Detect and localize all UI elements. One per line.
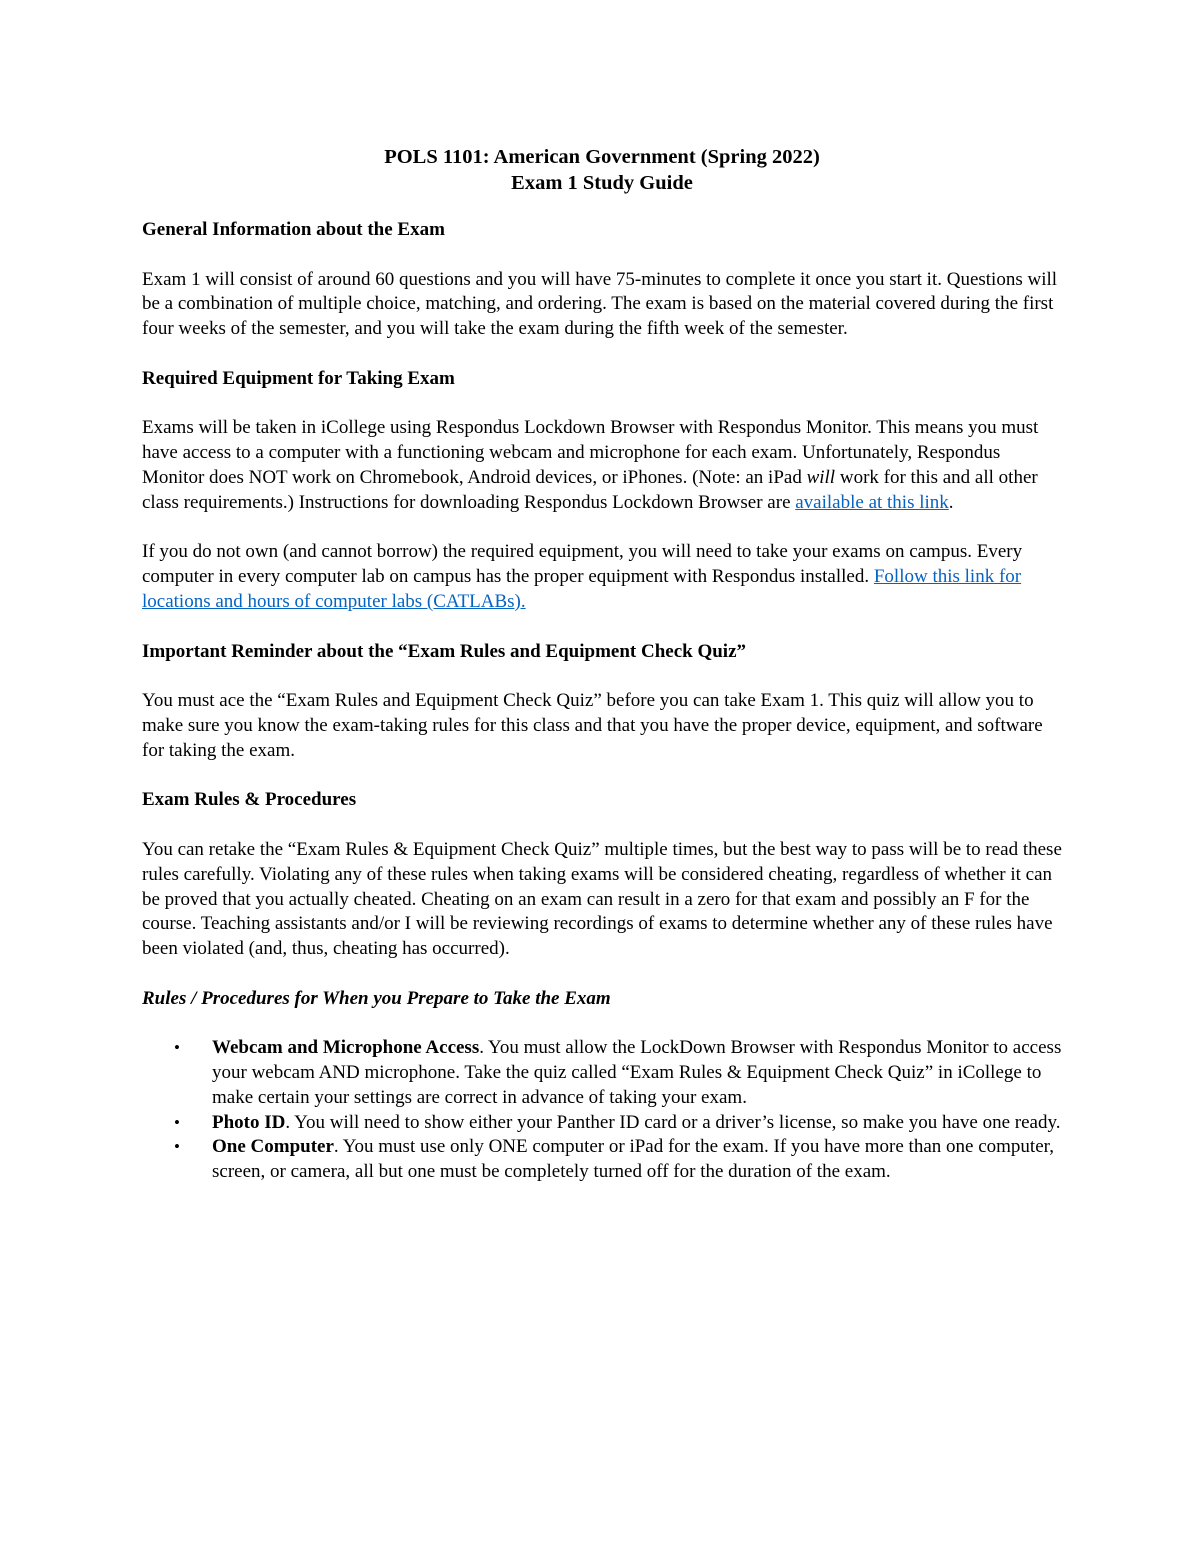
list-item-label: Photo ID (212, 1111, 286, 1133)
bullet-icon: • (174, 1112, 180, 1132)
document-title-line1: POLS 1101: American Government (Spring 2022) (384, 146, 820, 168)
list-item (142, 1135, 1062, 1185)
prepare-rules-list (142, 1036, 1062, 1185)
equipment-p1-italic: will (806, 466, 836, 488)
document-page (142, 144, 1062, 1185)
reminder-paragraph: You must ace the “Exam Rules and Equipment Check Quiz” before you can take Exam 1. This quiz will allow you to make sure you know the exam-taking rules for this class and that you have the proper device, equipment, and software for taking the exam. (142, 690, 1043, 761)
list-item-label: One Computer (212, 1136, 334, 1158)
list-item-text: . You must use only ONE computer or iPad for the exam. If you have more than one computer, screen, or camera, all but one must be completely turned off for the duration of the exam. (212, 1136, 1054, 1183)
bullet-icon: • (174, 1038, 180, 1058)
equipment-p1-end: . (948, 491, 954, 513)
document-title-line2: Exam 1 Study Guide (511, 172, 693, 194)
list-item (142, 1036, 1062, 1110)
list-item-label: Webcam and Microphone Access (212, 1037, 480, 1059)
prepare-rules-subheading: Rules / Procedures for When you Prepare to Take the Exam (142, 987, 611, 1009)
equipment-p1-text-a: Exams will be taken in iCollege using Respondus Lockdown Browser with Respondus Monitor. This means you must have access to a computer with a functioning webcam and microphone for each exam. Unfortunately, Respondus Monitor does NOT work on Chromebook, Android devices, or iPhones. (Note: an iPad (142, 417, 1039, 488)
equipment-heading: Required Equipment for Taking Exam (142, 367, 455, 389)
equipment-p2-text: If you do not own (and cannot borrow) the required equipment, you will need to take your exams on campus. Every computer in every computer lab on campus has the proper equipment with Respondus installed. (142, 541, 1023, 588)
equipment-paragraph-1 (142, 416, 1062, 515)
list-item-text: . You will need to show either your Panther ID card or a driver’s license, so make you have one ready. (285, 1111, 1061, 1133)
bullet-icon: • (174, 1137, 180, 1157)
equipment-paragraph-2 (142, 540, 1062, 614)
catlabs-link[interactable]: Follow this link for locations and hours of computer labs (CATLABs). (142, 566, 1022, 612)
general-info-heading: General Information about the Exam (142, 219, 445, 240)
rules-paragraph: You can retake the “Exam Rules & Equipment Check Quiz” multiple times, but the best way to pass will be to read these rules carefully. Violating any of these rules when taking exams will be considered cheating, regardless of whether it can be proved that you actually cheated. Cheating on an exam can result in a zero for that exam and possibly an F for the course. Teaching assistants and/or I will be reviewing recordings of exams to determine whether any of these rules have been violated (and, thus, cheating has occurred). (142, 838, 1062, 960)
general-info-paragraph: Exam 1 will consist of around 60 questions and you will have 75-minutes to complete it once you start it. Questions will be a combination of multiple choice, matching, and ordering. The exam is based on the material covered during the first four weeks of the semester, and you will take the exam during the fifth week of the semester. (142, 268, 1058, 340)
respondus-download-link[interactable]: available at this link (795, 491, 949, 513)
equipment-p1-text-b: work for this and all other class requirements.) Instructions for downloading Respondus Lockdown Browser are (142, 466, 1038, 513)
list-item (142, 1111, 1062, 1136)
rules-heading: Exam Rules & Procedures (142, 789, 357, 811)
list-item-text: . You must allow the LockDown Browser with Respondus Monitor to access your webcam AND microphone. Take the quiz called “Exam Rules & Equipment Check Quiz” in iCollege to make certain your settings are correct in advance of taking your exam. (212, 1037, 1062, 1108)
reminder-heading: Important Reminder about the “Exam Rules and Equipment Check Quiz” (142, 640, 747, 662)
